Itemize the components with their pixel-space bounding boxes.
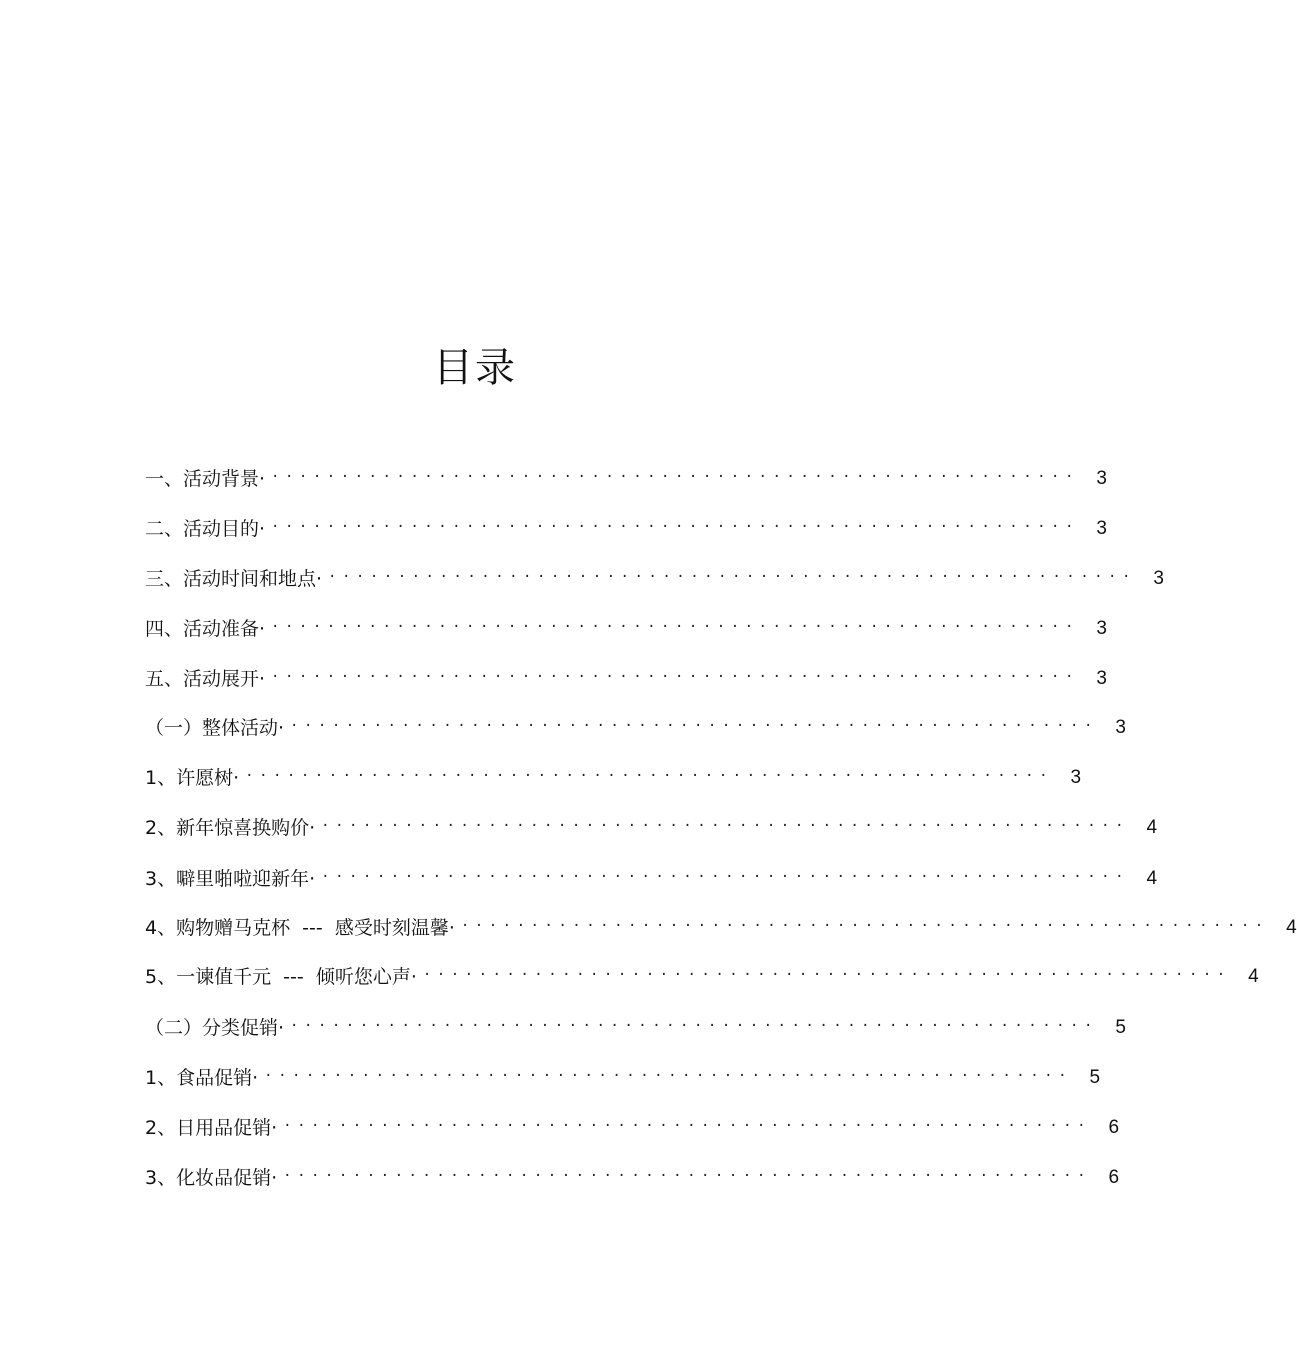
toc-entry-label: 3、化妆品促销· bbox=[145, 1167, 278, 1189]
toc-leader-dots: ·························································· bbox=[271, 669, 1079, 685]
toc-entry-page: 6 bbox=[1108, 1167, 1120, 1188]
toc-entry-label: 1、许愿树· bbox=[145, 767, 240, 789]
toc-entry[interactable] bbox=[145, 1013, 1126, 1043]
toc-leader-dots: ·························································· bbox=[328, 569, 1136, 585]
toc-entry-page: 3 bbox=[1115, 717, 1126, 738]
toc-leader-dots: ·························································· bbox=[422, 967, 1231, 983]
toc-entry-label: 一、活动背景· bbox=[145, 468, 266, 490]
toc-leader-dots: ·························································· bbox=[245, 768, 1054, 784]
toc-entry[interactable] bbox=[145, 1163, 1120, 1193]
toc-entry[interactable] bbox=[145, 1063, 1101, 1093]
toc-entry[interactable] bbox=[145, 962, 1259, 992]
toc-entry-page: 4 bbox=[1146, 868, 1158, 889]
toc-entry-page: 3 bbox=[1153, 568, 1164, 589]
toc-entry-label: （二）分类促销· bbox=[145, 1017, 285, 1039]
page-title: 目录 bbox=[433, 345, 517, 391]
toc-entry[interactable] bbox=[145, 514, 1107, 544]
toc-entry-page: 5 bbox=[1089, 1067, 1101, 1088]
toc-leader-dots: ·························································· bbox=[290, 718, 1098, 734]
toc-entry-page: 3 bbox=[1096, 668, 1107, 689]
toc-leader-dots: ·························································· bbox=[460, 918, 1269, 934]
toc-leader-dots: ·························································· bbox=[264, 1068, 1073, 1084]
toc-leader-dots: ·························································· bbox=[283, 1168, 1092, 1184]
toc-entry-label: 4、购物赠马克杯 --- 感受时刻温馨· bbox=[145, 917, 455, 939]
toc-entry-label: 2、日用品促销· bbox=[145, 1117, 278, 1139]
toc-leader-dots: ·························································· bbox=[271, 519, 1079, 535]
toc-entry-page: 4 bbox=[1286, 917, 1297, 938]
toc-entry-label: 2、新年惊喜换购价· bbox=[145, 817, 316, 839]
toc-entry-label: 5、一谏值千元 --- 倾听您心声· bbox=[145, 966, 417, 988]
toc-entry-page: 5 bbox=[1115, 1017, 1126, 1038]
toc-entry-page: 4 bbox=[1248, 966, 1259, 987]
toc-entry-label: 三、活动时间和地点· bbox=[145, 568, 323, 590]
toc-entry[interactable] bbox=[145, 564, 1164, 594]
toc-leader-dots: ·························································· bbox=[271, 469, 1079, 485]
toc-entry[interactable] bbox=[145, 913, 1297, 943]
toc-leader-dots: ·························································· bbox=[321, 869, 1130, 885]
toc-entry[interactable] bbox=[145, 763, 1082, 793]
toc-leader-dots: ·························································· bbox=[290, 1018, 1098, 1034]
toc-leader-dots: ·························································· bbox=[271, 619, 1079, 635]
toc-leader-dots: ·························································· bbox=[321, 818, 1130, 834]
toc-entry-label: 3、噼里啪啦迎新年· bbox=[145, 868, 316, 890]
toc-entry-page: 3 bbox=[1070, 767, 1082, 788]
toc-entry[interactable] bbox=[145, 713, 1126, 743]
toc-entry[interactable] bbox=[145, 864, 1158, 894]
toc-entry[interactable] bbox=[145, 614, 1107, 644]
toc-entry-page: 3 bbox=[1096, 518, 1107, 539]
toc-entry-label: 五、活动展开· bbox=[145, 668, 266, 690]
toc-entry-page: 3 bbox=[1096, 468, 1107, 489]
toc-entry-label: 二、活动目的· bbox=[145, 518, 266, 540]
toc-entry[interactable] bbox=[145, 813, 1158, 843]
toc-entry[interactable] bbox=[145, 464, 1107, 494]
toc-entry-label: 四、活动准备· bbox=[145, 618, 266, 640]
toc-entry-page: 6 bbox=[1108, 1117, 1120, 1138]
toc-leader-dots: ·························································· bbox=[283, 1118, 1092, 1134]
toc-entry-page: 4 bbox=[1146, 817, 1158, 838]
toc-entry-label: （一）整体活动· bbox=[145, 717, 285, 739]
toc-entry-page: 3 bbox=[1096, 618, 1107, 639]
toc-entry-label: 1、食品促销· bbox=[145, 1067, 259, 1089]
toc-entry[interactable] bbox=[145, 1113, 1120, 1143]
toc-entry[interactable] bbox=[145, 664, 1107, 694]
